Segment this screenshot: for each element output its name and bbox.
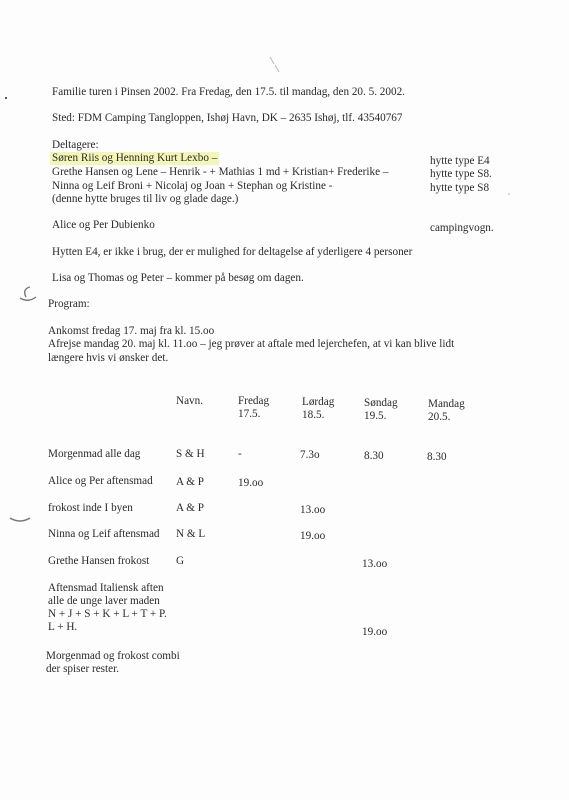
row-names: G bbox=[176, 555, 185, 567]
participant-row-lodging: hytte type E4 bbox=[430, 155, 490, 167]
row-names: A & P bbox=[176, 502, 204, 514]
row-saturday: 7.3o bbox=[300, 449, 320, 461]
row-monday: 8.30 bbox=[427, 451, 447, 463]
col-header-names: Navn. bbox=[176, 395, 204, 407]
document-title: Familie turen i Pinsen 2002. Fra Fredag, den 17.5. til mandag, den 20. 5. 2002. bbox=[52, 86, 405, 98]
row-activity: Alice og Per aftensmad bbox=[48, 475, 153, 487]
row-activity: Morgenmad alle dag bbox=[48, 448, 141, 460]
participant-row-names: Ninna og Leif Broni + Nicolaj og Joan + Stephan og Kristine - bbox=[52, 180, 333, 192]
row-names: A & P bbox=[176, 476, 204, 488]
program-heading: Program: bbox=[48, 298, 90, 310]
row-activity: N + J + S + K + L + T + P. bbox=[48, 608, 167, 620]
col-header-friday: Fredag bbox=[238, 395, 270, 407]
extra-participant-name: Alice og Per Dubienko bbox=[52, 219, 155, 231]
row-activity: Grethe Hansen frokost bbox=[48, 555, 150, 567]
departure-line-continued: længere hvis vi ønsker det. bbox=[48, 352, 169, 364]
punch-hole-mark-lower bbox=[8, 515, 32, 525]
row-activity: Ninna og Leif aftensmad bbox=[48, 528, 160, 540]
col-header-saturday: Lørdag bbox=[302, 396, 335, 408]
row-names: S & H bbox=[176, 448, 205, 460]
departure-line: Afrejse mandag 20. maj kl. 11.oo – jeg prøver at aftale med lejerchefen, at vi kan blive lidt bbox=[48, 338, 455, 350]
participant-row-names: Søren Riis og Henning Kurt Lexbo – bbox=[52, 152, 218, 164]
col-header-monday-date: 20.5. bbox=[428, 411, 451, 423]
row-saturday: 19.oo bbox=[300, 530, 326, 542]
extra-participant-lodging: campingvogn. bbox=[430, 222, 494, 234]
row-sunday: 13.oo bbox=[362, 558, 388, 570]
col-header-sunday: Søndag bbox=[364, 397, 398, 409]
participant-row-names: Grethe Hansen og Lene – Henrik - + Mathias 1 md + Kristian+ Frederike – bbox=[52, 166, 389, 178]
row-activity: alle de unge laver maden bbox=[48, 595, 160, 607]
row-activity: Morgenmad og frokost combi bbox=[46, 650, 180, 662]
row-sunday: 8.30 bbox=[364, 450, 384, 462]
participants-heading: Deltagere: bbox=[52, 139, 99, 151]
row-activity: Aftensmad Italiensk aften bbox=[48, 582, 164, 594]
scan-dot-right bbox=[505, 190, 513, 198]
row-names: N & L bbox=[176, 528, 206, 540]
row-saturday: 13.oo bbox=[300, 504, 326, 516]
row-activity: der spiser rester. bbox=[46, 663, 120, 675]
col-header-sunday-date: 19.5. bbox=[364, 410, 387, 422]
scan-dot bbox=[5, 97, 7, 99]
row-activity: frokost inde I byen bbox=[48, 502, 133, 514]
arrival-line: Ankomst fredag 17. maj fra kl. 15.oo bbox=[48, 325, 215, 337]
location-line: Sted: FDM Camping Tangloppen, Ishøj Havn, DK – 2635 Ishøj, tlf. 43540767 bbox=[52, 112, 403, 124]
scan-speck bbox=[268, 55, 282, 75]
row-activity: L + H. bbox=[48, 621, 78, 633]
visit-note: Lisa og Thomas og Peter – kommer på besøg om dagen. bbox=[52, 272, 304, 284]
punch-hole-mark-upper bbox=[12, 283, 38, 305]
col-header-saturday-date: 18.5. bbox=[302, 409, 325, 421]
col-header-monday: Mandag bbox=[428, 398, 465, 410]
col-header-friday-date: 17.5. bbox=[238, 408, 261, 420]
row-friday: - bbox=[238, 448, 242, 460]
participant-row-names: (denne hytte bruges til liv og glade dage.) bbox=[52, 193, 239, 205]
participant-row-lodging: hytte type S8. bbox=[430, 168, 492, 180]
row-sunday: 19.oo bbox=[362, 626, 388, 638]
row-friday: 19.oo bbox=[238, 477, 264, 489]
hut-note: Hytten E4, er ikke i brug, der er mulighed for deltagelse af yderligere 4 personer bbox=[52, 246, 413, 258]
participant-row-lodging: hytte type S8 bbox=[430, 182, 490, 194]
